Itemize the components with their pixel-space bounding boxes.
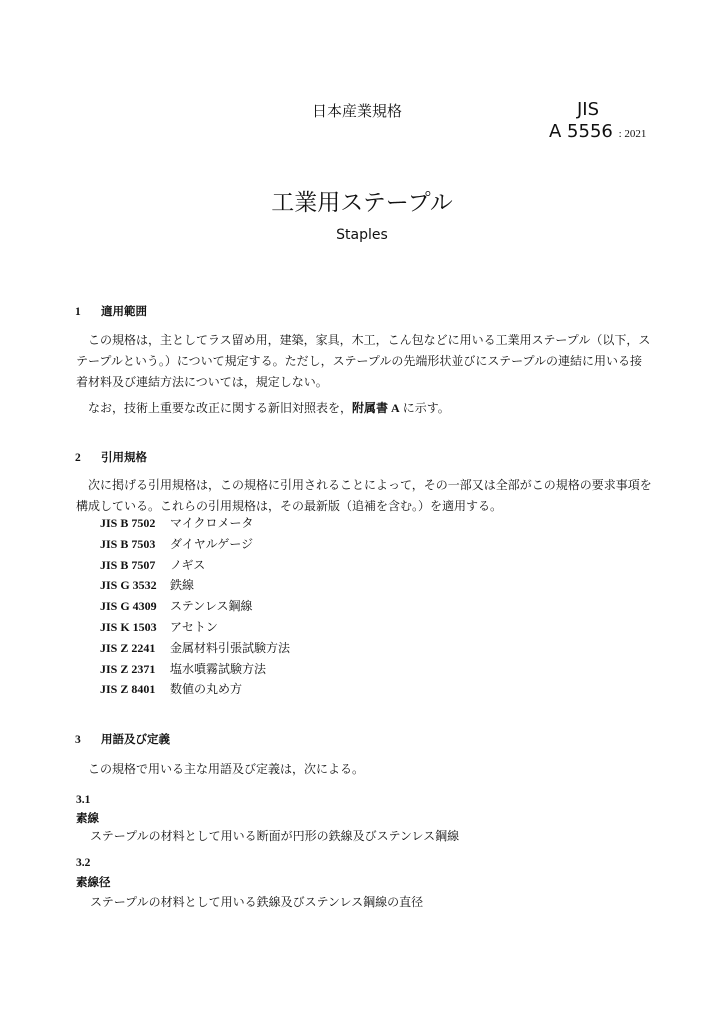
reference-title: 数値の丸め方 — [170, 682, 243, 697]
reference-title: 塩水噴霧試験方法 — [170, 661, 267, 676]
reference-code: JIS B 7507 — [100, 557, 156, 572]
reference-title: アセトン — [170, 619, 218, 634]
reference-code: JIS G 3532 — [100, 578, 157, 593]
term-definition: ステープルの材料として用いる断面が円形の鉄線及びステンレス鋼線 — [90, 829, 460, 843]
reference-code: JIS Z 2371 — [100, 661, 156, 676]
reference-code: JIS B 7503 — [100, 536, 156, 551]
reference-item — [100, 534, 290, 555]
section-3-heading — [75, 731, 170, 747]
reference-item — [100, 575, 290, 596]
section-2-heading — [75, 449, 147, 465]
standard-code: A 5556 — [549, 121, 613, 142]
jis-label: JIS — [577, 99, 600, 120]
reference-title: 鉄線 — [170, 578, 195, 593]
reference-item — [100, 659, 290, 680]
section-2-paragraph-1: 次に掲げる引用規格は，この規格に引用されることによって，その一部又は全部がこの規格の要求事項を構成している。これらの引用規格は，その最新版（追補を含む。）を適用する。 — [76, 478, 652, 513]
section-title: 用語及び定義 — [101, 732, 170, 746]
reference-item — [100, 596, 290, 617]
reference-item — [100, 638, 290, 659]
reference-item — [100, 555, 290, 576]
reference-code: JIS Z 8401 — [100, 682, 156, 697]
reference-title: マイクロメータ — [170, 516, 254, 530]
term-definition: ステープルの材料として用いる鉄線及びステンレス鋼線の直径 — [90, 895, 424, 909]
reference-code: JIS B 7502 — [100, 516, 156, 530]
section-title: 引用規格 — [101, 450, 147, 464]
section-1-paragraph-2 — [76, 398, 652, 419]
normative-references-list — [100, 513, 290, 700]
section-number: 2 — [75, 452, 81, 464]
paragraph-text: なお，技術上重要な改正に関する新旧対照表を， — [88, 401, 353, 415]
annex-reference: 附属書 A — [352, 401, 400, 415]
document-subtitle: Staples — [336, 227, 388, 243]
standard-number — [549, 121, 646, 142]
standard-year: : 2021 — [618, 128, 647, 140]
term-number: 3.1 — [76, 794, 91, 806]
document-title: 工業用ステープル — [271, 190, 453, 216]
term-number: 3.2 — [76, 857, 91, 869]
reference-title: 金属材料引張試験方法 — [170, 640, 291, 655]
reference-title: ノギス — [170, 557, 206, 572]
reference-code: JIS G 4309 — [100, 599, 157, 614]
term-name: 素線径 — [76, 875, 111, 889]
reference-code: JIS Z 2241 — [100, 640, 156, 655]
section-number: 3 — [75, 734, 81, 746]
paragraph-text: に示す。 — [399, 401, 450, 415]
section-number: 1 — [75, 306, 81, 318]
section-title: 適用範囲 — [101, 304, 147, 318]
section-1-paragraph-1: この規格は，主としてラス留め用，建築，家具，木工，こん包などに用いる工業用ステープル（以下，ステープルという。）について規定する。ただし，ステープルの先端形状並びにステープルの連結に用いる接着材料及び連結方法については，規定しない。 — [76, 333, 651, 389]
term-name: 素線 — [76, 811, 99, 825]
reference-item — [100, 617, 290, 638]
reference-code: JIS K 1503 — [100, 619, 157, 634]
section-1-heading — [75, 303, 147, 319]
reference-item — [100, 679, 290, 700]
document-category: 日本産業規格 — [312, 102, 403, 120]
reference-title: ステンレス鋼線 — [170, 599, 253, 614]
reference-item — [100, 513, 290, 534]
section-3-paragraph-1: この規格で用いる主な用語及び定義は，次による。 — [88, 762, 365, 776]
reference-title: ダイヤルゲージ — [170, 536, 254, 551]
